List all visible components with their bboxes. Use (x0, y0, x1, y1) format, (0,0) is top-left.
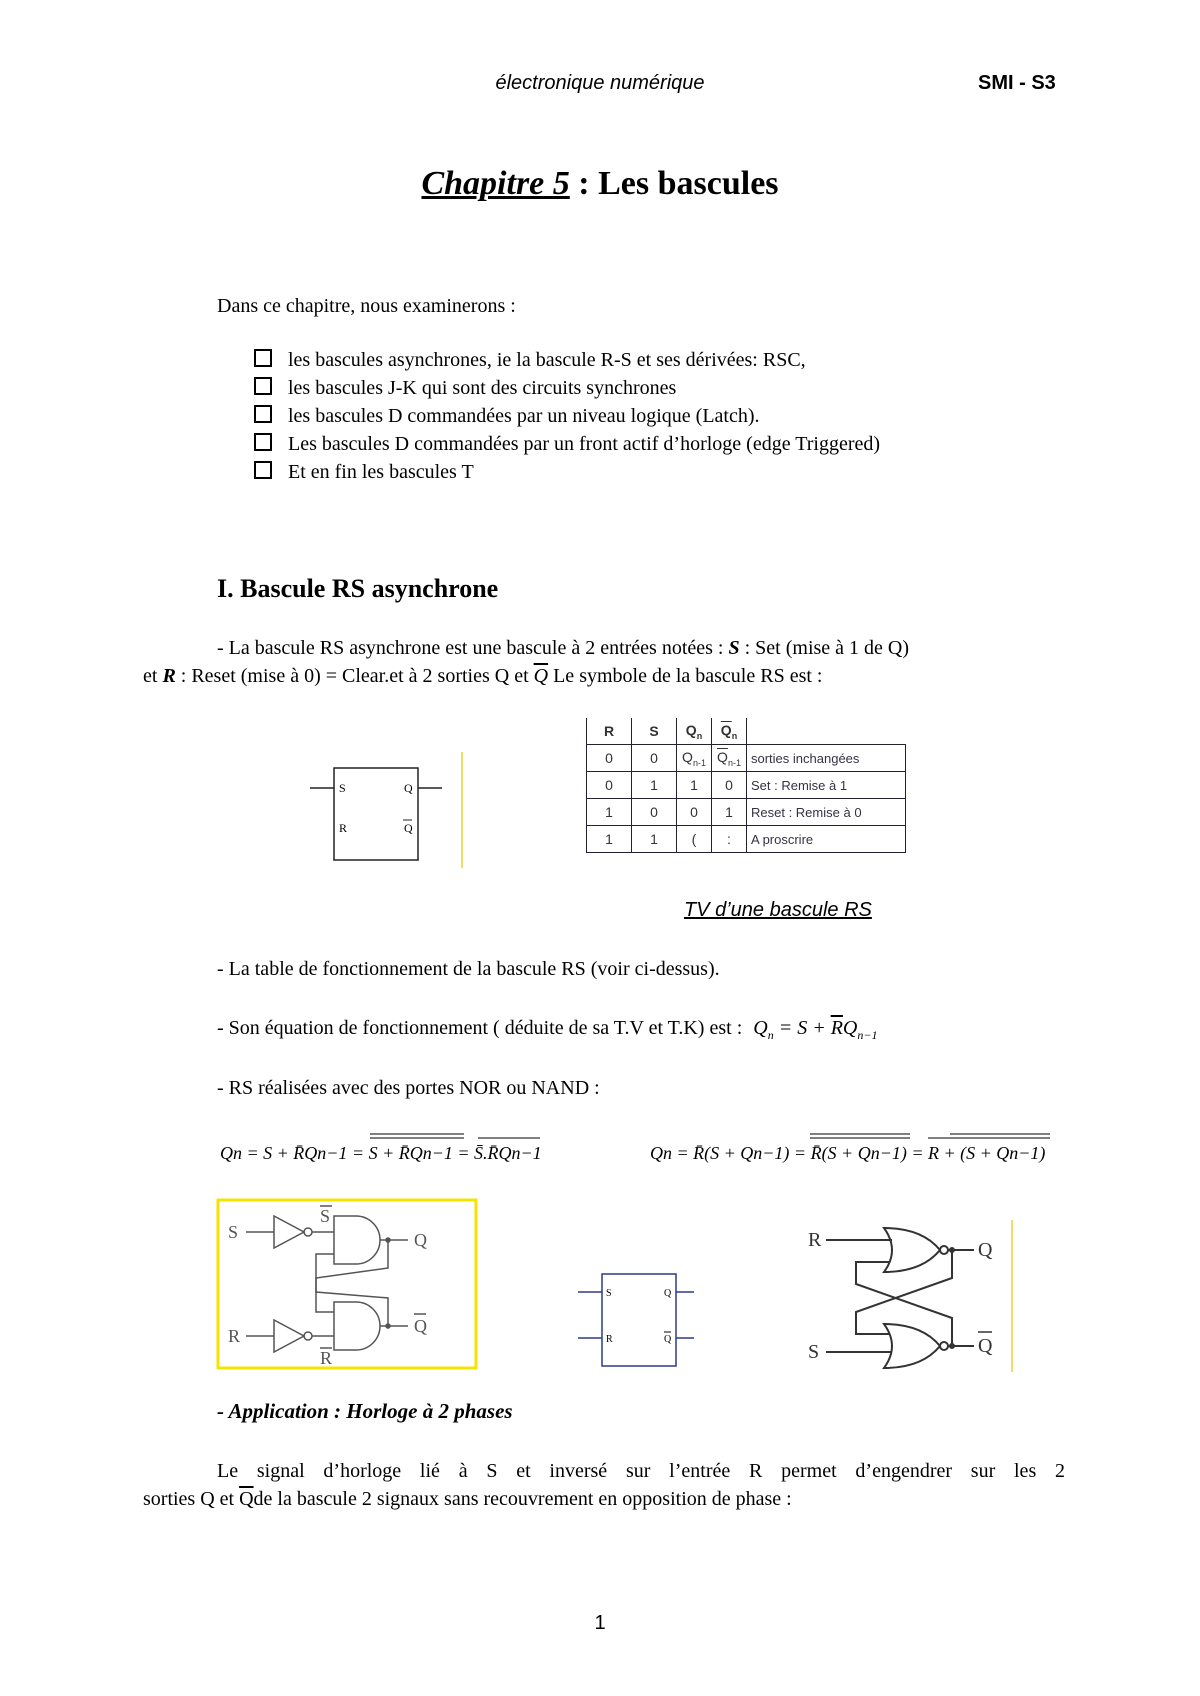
symbol-output-q: Q (404, 781, 413, 795)
nor-label-qbar: Q (978, 1335, 993, 1357)
rs-small-q: Q (664, 1288, 672, 1299)
list-item: les bascules asynchrones, ie la bascule R-S et ses dérivées: RSC, (254, 349, 806, 372)
checkbox-bullet-icon (254, 433, 272, 451)
page-title (0, 165, 1200, 203)
paragraph-gates: - RS réalisées avec des portes NOR ou NAND : (217, 1077, 600, 1099)
rs-small-s: S (606, 1288, 612, 1299)
rs-small-qbar: Q (664, 1334, 672, 1345)
nand-label-s: S (228, 1222, 239, 1242)
section-heading: I. Bascule RS asynchrone (217, 574, 499, 603)
truth-table-container (586, 718, 906, 853)
symbol-input-s: S (339, 781, 346, 795)
checkbox-bullet-icon (254, 377, 272, 395)
chapter-number: Chapitre 5 (421, 165, 570, 202)
list-item: Les bascules D commandées par un front actif d’horloge (edge Triggered) (254, 433, 880, 456)
checkbox-bullet-icon (254, 349, 272, 367)
page-number: 1 (594, 1612, 606, 1634)
equation-nor-overbars (800, 1130, 1060, 1142)
table-caption: TV d’une bascule RS (684, 899, 872, 921)
highlight-frame (218, 1200, 476, 1368)
nand-label-r: R (228, 1326, 241, 1346)
equation-nand: Qn = S + R̄Qn−1 = S + R̄Qn−1 = S̄.R̄Qn−1 (220, 1143, 542, 1163)
application-heading: - Application : Horloge à 2 phases (217, 1399, 513, 1423)
intro-text: Dans ce chapitre, nous examinerons : (217, 295, 516, 317)
rs-block-small (578, 1266, 694, 1372)
nand-label-qbar: Q (414, 1316, 427, 1336)
nor-label-s: S (808, 1341, 820, 1363)
paragraph-intro-rs-cont: et R : Reset (mise à 0) = Clear.et à 2 sorties Q et $\overline{Q}$ Le symbole de la bascule RS est : (143, 665, 823, 687)
nand-label-sbar: S (320, 1206, 331, 1226)
table-row: 0 0 $Q_{n-1}$ $\overline{Q}_{n-1}$ sorties inchangées (587, 745, 906, 772)
table-row: 1 1 ( : A proscrire (587, 826, 906, 853)
table-row: R S $Q_n$ $\overline{Q}_n$ (587, 718, 906, 745)
checkbox-bullet-icon (254, 405, 272, 423)
paragraph-application-cont: sorties Q et $\overline{Q}de$ la bascule 2 signaux sans recouvrement en opposition de phase : (143, 1488, 792, 1510)
paragraph-application: Le signal d’horloge lié à S et inversé sur l’entrée R permet d’engendrer sur les 2 (217, 1460, 1065, 1482)
table-row: 0 1 1 0 Set : Remise à 1 (587, 772, 906, 799)
symbol-output-qbar: Q (404, 821, 413, 835)
paragraph-equation: - Son équation de fonctionnement ( déduite de sa T.V et T.K) est : $Q_n = S + \overline{R}Q_{n-1}$ (217, 1017, 878, 1042)
paragraph-table: - La table de fonctionnement de la bascule RS (voir ci-dessus). (217, 958, 720, 980)
list-item: les bascules J-K qui sont des circuits synchrones (254, 377, 676, 400)
header-subject: électronique numérique (495, 72, 705, 94)
equation-nand-overbars (360, 1130, 550, 1142)
paragraph-intro-rs: - La bascule RS asynchrone est une bascule à 2 entrées notées : S : Set (mise à 1 de Q) (217, 637, 910, 659)
nor-rs-diagram (796, 1216, 1016, 1376)
equation-main: $Q_n = S + \overline{R}Q_{n-1}$ (753, 1017, 878, 1042)
nor-label-q: Q (978, 1239, 993, 1261)
header-course: SMI - S3 (978, 72, 1056, 94)
nor-label-r: R (808, 1229, 822, 1251)
rs-symbol-diagram (300, 740, 470, 870)
table-row: 1 0 0 1 Reset : Remise à 0 (587, 799, 906, 826)
truth-table (586, 718, 906, 853)
equation-nor: Qn = R̄(S + Qn−1) = R̄(S + Qn−1) = R + (S + Qn−1) (650, 1143, 1046, 1163)
title-separator: : (569, 165, 599, 202)
checkbox-bullet-icon (254, 461, 272, 479)
nand-rs-diagram (216, 1198, 478, 1370)
rs-small-r: R (606, 1334, 613, 1345)
chapter-name: Les bascules (598, 165, 779, 202)
nand-label-rbar: R (320, 1348, 333, 1368)
list-item: les bascules D commandées par un niveau logique (Latch). (254, 405, 760, 428)
symbol-input-r: R (339, 821, 348, 835)
nand-label-q: Q (414, 1230, 427, 1250)
list-item: Et en fin les bascules T (254, 461, 474, 484)
